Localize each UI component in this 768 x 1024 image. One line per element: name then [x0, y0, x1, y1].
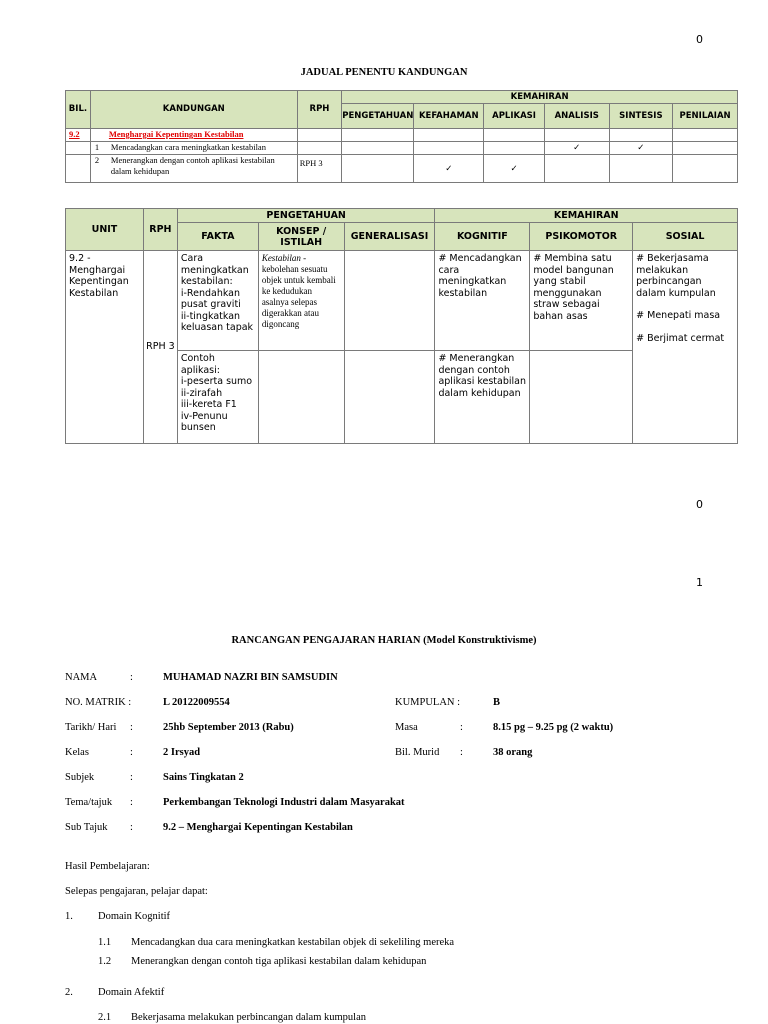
field-label: Bil. Murid [395, 747, 440, 758]
field-value: MUHAMAD NAZRI BIN SAMSUDIN [163, 672, 338, 683]
konsep-definition: - kebolehan sesuatu objek untuk kembali ke kedudukan asalnya selepas digerakkan atau digoncang [261, 253, 336, 329]
domain2-label: Domain Afektif [98, 987, 165, 998]
field-value: B [493, 697, 501, 708]
row1-check-aplikasi [484, 142, 545, 155]
section-number: 9.2 [66, 129, 91, 142]
header-bil: BIL. [66, 91, 91, 129]
field-label: Subjek [65, 772, 95, 783]
item-1-2-num: 1.2 [98, 956, 112, 967]
field-colon: : [460, 722, 463, 733]
field-value: 9.2 – Menghargai Kepentingan Kestabilan [163, 822, 353, 833]
row2-check-penilaian [673, 155, 738, 183]
header-aplikasi: APLIKASI [484, 104, 545, 129]
field-value: Perkembangan Teknologi Industri dalam Masyarakat [163, 797, 405, 808]
field-colon: : [130, 672, 133, 683]
row2-content [90, 155, 297, 183]
header-kognitif: KOGNITIF [435, 223, 530, 251]
field-label: NO. MATRIK : [65, 697, 132, 708]
row1-text: Mencadangkan cara meningkatkan kestabilan [110, 142, 266, 152]
item-1-1-text: Mencadangkan dua cara meningkatkan kestabilan objek di sekeliling mereka [131, 937, 455, 948]
fakta-cell-2: Contoh aplikasi: i-peserta sumo ii-zirafah iii-kereta F1 iv-Penunu bunsen [177, 351, 258, 444]
field-colon: : [130, 722, 133, 733]
row1-check-kefahaman [414, 142, 484, 155]
rph-value: RPH 3 [297, 155, 342, 183]
row1-check-pengetahuan [342, 142, 414, 155]
row1-num: 1 [94, 142, 100, 152]
header-rph: RPH [297, 91, 342, 129]
domain1-num: 1. [65, 911, 73, 922]
header-kefahaman: KEFAHAMAN [414, 104, 484, 129]
knowledge-skills-table [65, 208, 738, 444]
field-value: 38 orang [493, 747, 533, 758]
table1-title: JADUAL PENENTU KANDUNGAN [300, 67, 468, 78]
header-generalisasi: GENERALISASI [344, 223, 435, 251]
field-value: Sains Tingkatan 2 [163, 772, 244, 783]
row2-check-kefahaman: ✓ [414, 155, 484, 183]
header-konsep: KONSEP / ISTILAH [258, 223, 344, 251]
field-label: KUMPULAN : [395, 697, 461, 708]
sosial-cell [633, 251, 738, 444]
header-penilaian: PENILAIAN [673, 104, 738, 129]
page-number-mid: 0 [696, 498, 703, 511]
kognitif-cell-2: # Menerangkan dengan contoh aplikasi kestabilan dalam kehidupan [435, 351, 530, 444]
row1-content [90, 142, 297, 155]
domain2-num: 2. [65, 987, 73, 998]
header-kemahiran2: KEMAHIRAN [435, 209, 738, 223]
field-colon: : [460, 747, 463, 758]
field-value: 2 Irsyad [163, 747, 201, 758]
item-1-1-num: 1.1 [98, 937, 112, 948]
row2-text: Menerangkan dengan contoh aplikasi kestabilan dalam kehidupan [110, 155, 275, 176]
item-1-2-text: Menerangkan dengan contoh tiga aplikasi kestabilan dalam kehidupan [131, 956, 427, 967]
field-colon: : [130, 797, 133, 808]
sosial-item: # Berjimat cermat [636, 332, 725, 344]
konsep-term: Kestabilan [261, 253, 301, 263]
field-label: NAMA [65, 672, 98, 683]
item-2-1-num: 2.1 [98, 1012, 112, 1023]
header-fakta: FAKTA [177, 223, 258, 251]
field-colon: : [130, 822, 133, 833]
row1-check-sintesis: ✓ [609, 142, 673, 155]
table-row [66, 155, 738, 183]
row2-check-analisis [544, 155, 609, 183]
header-pengetahuan2: PENGETAHUAN [177, 209, 435, 223]
field-label: Tema/tajuk [65, 797, 113, 808]
header-sosial: SOSIAL [633, 223, 738, 251]
konsep-cell [258, 251, 344, 351]
row1-check-analisis: ✓ [544, 142, 609, 155]
header-kandungan: KANDUNGAN [90, 91, 297, 129]
row2-check-sintesis [609, 155, 673, 183]
field-label: Tarikh/ Hari [65, 722, 117, 733]
fakta-cell-1: Cara meningkatkan kestabilan: i-Rendahkan pusat graviti ii-tingkatkan keluasan tapak [177, 251, 258, 351]
field-label: Sub Tajuk [65, 822, 108, 833]
hasil-heading: Hasil Pembelajaran: [65, 861, 150, 872]
page-number-2: 1 [696, 576, 703, 589]
header-unit: UNIT [66, 209, 144, 251]
header-sintesis: SINTESIS [609, 104, 673, 129]
row2-check-aplikasi: ✓ [484, 155, 545, 183]
row1-check-penilaian [673, 142, 738, 155]
field-label: Kelas [65, 747, 89, 758]
content-determinant-table [65, 90, 738, 183]
header-analisis: ANALISIS [544, 104, 609, 129]
table-row [66, 142, 738, 155]
header-psikomotor: PSIKOMOTOR [530, 223, 633, 251]
item-2-1-text: Bekerjasama melakukan perbincangan dalam kumpulan [131, 1012, 366, 1023]
domain1-label: Domain Kognitif [98, 911, 171, 922]
psikomotor-cell-1: # Membina satu model bangunan yang stabil menggunakan straw sebagai bahan asas [530, 251, 633, 351]
row2-check-pengetahuan [342, 155, 414, 183]
field-colon: : [130, 772, 133, 783]
field-value: L 20122009554 [163, 697, 230, 708]
sosial-item: # Bekerjasama melakukan perbincangan dalam kumpulan [636, 253, 716, 299]
field-colon: : [130, 747, 133, 758]
field-value: 25hb September 2013 (Rabu) [163, 722, 294, 733]
sosial-item: # Menepati masa [636, 310, 721, 321]
section-title: Menghargai Kepentingan Kestabilan [90, 129, 297, 142]
rph-title: RANCANGAN PENGAJARAN HARIAN (Model Konstruktivisme) [231, 635, 537, 646]
header-rph2: RPH [143, 209, 177, 251]
selepas-text: Selepas pengajaran, pelajar dapat: [65, 886, 208, 897]
field-label: Masa [395, 722, 418, 733]
row2-num: 2 [94, 155, 100, 165]
header-pengetahuan: PENGETAHUAN [342, 104, 414, 129]
kognitif-cell-1: # Mencadangkan cara meningkatkan kestabilan [435, 251, 530, 351]
field-value: 8.15 pg – 9.25 pg (2 waktu) [493, 722, 614, 733]
unit-cell: 9.2 - Menghargai Kepentingan Kestabilan [66, 251, 144, 444]
page-number-top: 0 [696, 33, 703, 46]
rph-cell: RPH 3 [143, 251, 177, 444]
header-kemahiran: KEMAHIRAN [342, 91, 738, 104]
